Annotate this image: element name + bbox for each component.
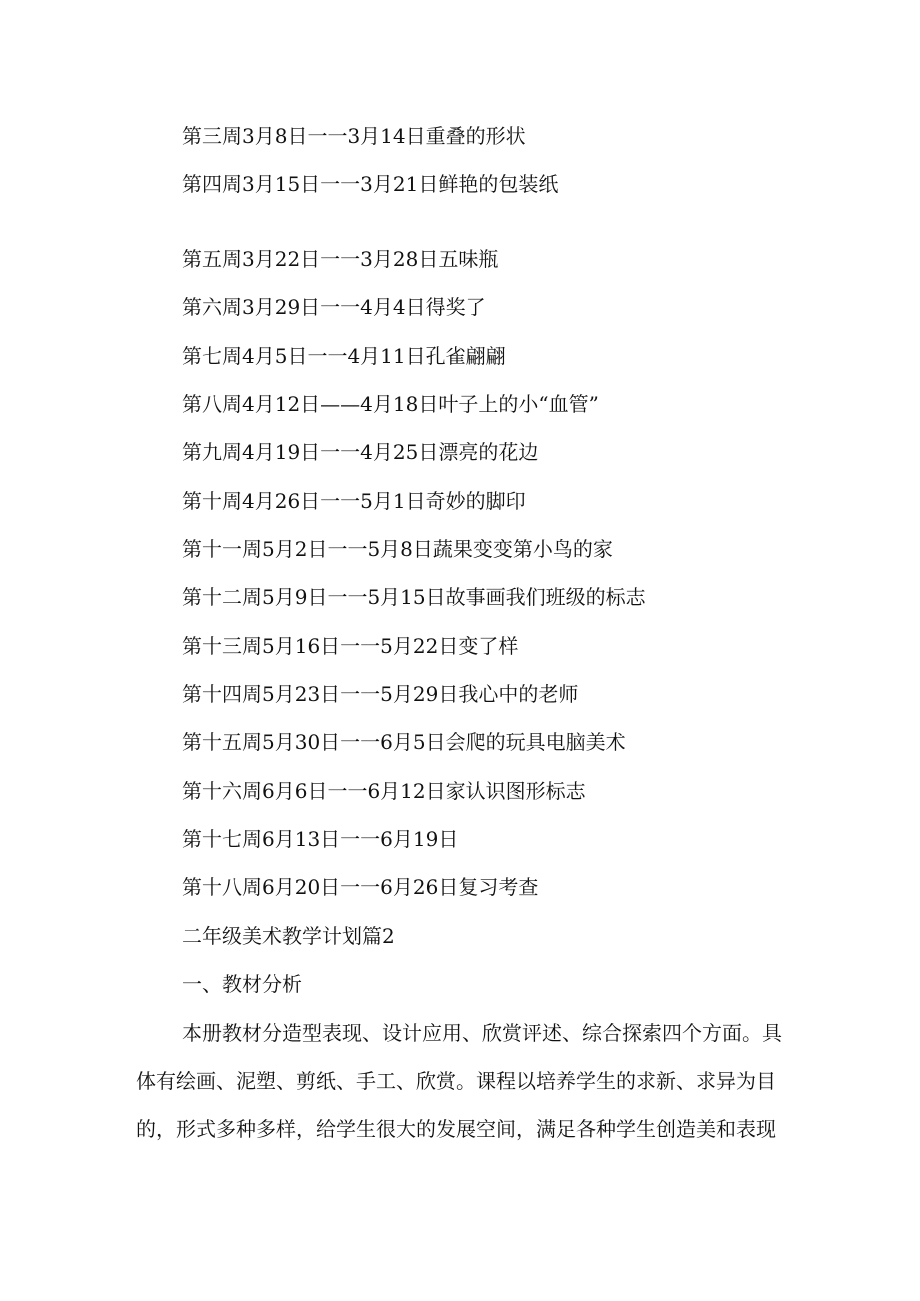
section-title: 二年级美术教学计划篇2 xyxy=(182,924,395,948)
schedule-line-week-9: 第九周4月19日一一4月25日漂亮的花边 xyxy=(182,440,539,464)
schedule-line-week-7: 第七周4月5日一一4月11日孔雀翩翩 xyxy=(182,344,506,368)
subheading: 一、教材分析 xyxy=(182,972,302,996)
schedule-line-week-18: 第十八周6月20日一一6月26日复习考查 xyxy=(182,875,539,899)
schedule-line-week-8: 第八周4月12日——4月18日叶子上的小“血管” xyxy=(182,392,599,416)
schedule-line-week-5: 第五周3月22日一一3月28日五味瓶 xyxy=(182,247,499,271)
schedule-line-week-12: 第十二周5月9日一一5月15日故事画我们班级的标志 xyxy=(182,585,646,609)
schedule-line-week-17: 第十七周6月13日一一6月19日 xyxy=(182,827,459,851)
schedule-line-week-14: 第十四周5月23日一一5月29日我心中的老师 xyxy=(182,682,579,706)
paragraph-line-2: 体有绘画、泥塑、剪纸、手工、欣赏。课程以培养学生的求新、求异为目 xyxy=(136,1069,776,1093)
schedule-line-week-16: 第十六周6月6日一一6月12日家认识图形标志 xyxy=(182,779,586,803)
schedule-line-week-10: 第十周4月26日一一5月1日奇妙的脚印 xyxy=(182,489,526,513)
schedule-line-week-11: 第十一周5月2日一一5月8日蔬果变变第小鸟的家 xyxy=(182,537,613,561)
paragraph-line-1: 本册教材分造型表现、设计应用、欣赏评述、综合探索四个方面。具 xyxy=(182,1021,782,1045)
schedule-line-week-13: 第十三周5月16日一一5月22日变了样 xyxy=(182,634,519,658)
schedule-line-week-15: 第十五周5月30日一一6月5日会爬的玩具电脑美术 xyxy=(182,730,626,754)
schedule-line-week-4: 第四周3月15日一一3月21日鲜艳的包装纸 xyxy=(182,172,559,196)
paragraph-line-3: 的，形式多种多样，给学生很大的发展空间，满足各种学生创造美和表现 xyxy=(136,1117,776,1141)
schedule-line-week-3: 第三周3月8日一一3月14日重叠的形状 xyxy=(182,124,526,148)
schedule-line-week-6: 第六周3月29日一一4月4日得奖了 xyxy=(182,295,486,319)
